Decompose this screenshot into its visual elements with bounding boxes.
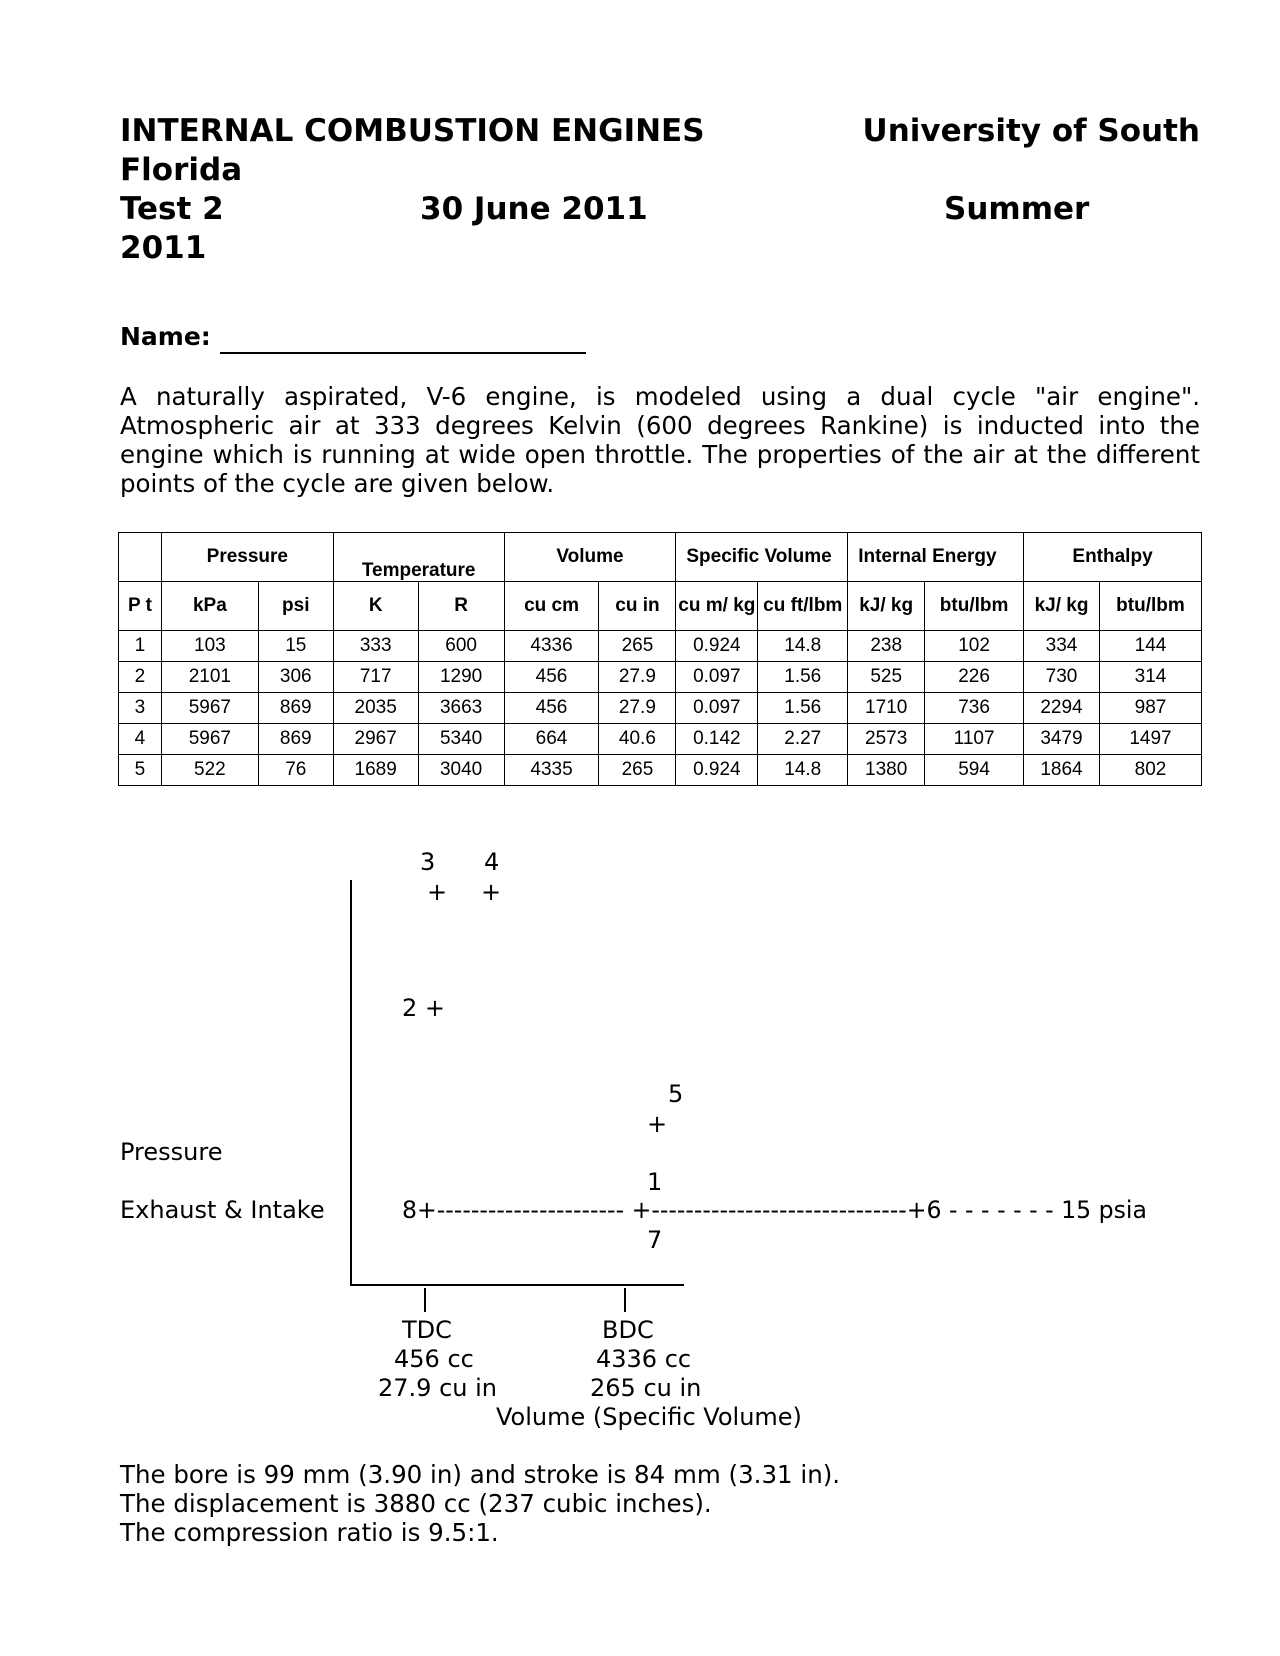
tdc-volume-cuin: 27.9 cu in	[378, 1374, 497, 1402]
col-group-specific-volume: Specific Volume	[676, 533, 848, 582]
col-cu-in: cu in	[599, 582, 676, 631]
engine-specs	[120, 1460, 840, 1547]
cell-kpa: 5967	[161, 724, 258, 755]
point-5-label: 5	[668, 1080, 684, 1108]
cell-cu-cm: 456	[504, 693, 599, 724]
cell-cuft-lbm: 14.8	[758, 755, 848, 786]
cell-u-btu-lbm: 226	[925, 662, 1024, 693]
col-group-pressure: Pressure	[161, 533, 333, 582]
col-group-volume: Volume	[504, 533, 676, 582]
cell-cu-cm: 664	[504, 724, 599, 755]
university-name: University of South	[862, 113, 1200, 149]
displacement-text: The displacement is 3880 cc (237 cubic inches).	[120, 1489, 712, 1518]
name-label: Name:	[120, 322, 211, 351]
cell-point: 3	[119, 693, 162, 724]
col-group-internal-energy: Internal Energy	[848, 533, 1024, 582]
col-kelvin: K	[333, 582, 418, 631]
cell-h-kj-kg: 3479	[1024, 724, 1100, 755]
cell-kelvin: 333	[333, 631, 418, 662]
cell-h-btu-lbm: 314	[1099, 662, 1201, 693]
bdc-volume-cuin: 265 cu in	[590, 1374, 702, 1402]
cell-psi: 76	[258, 755, 333, 786]
cell-cu-cm: 456	[504, 662, 599, 693]
problem-intro: A naturally aspirated, V-6 engine, is modeled using a dual cycle "air engine". Atmospheric air at 333 degrees Kelvin (600 degrees Rankine) is inducted into the engine which is running at wide open throttle. The properties of the air at the different points of the cycle are given below.	[120, 382, 1200, 498]
col-rankine: R	[418, 582, 504, 631]
cell-kelvin: 717	[333, 662, 418, 693]
intake-exhaust-line: 8+---------------------- +------------------------------+6 - - - - - - - 15 psia	[402, 1196, 1147, 1224]
cell-cu-in: 27.9	[599, 693, 676, 724]
cell-cuft-lbm: 1.56	[758, 693, 848, 724]
cell-kpa: 522	[161, 755, 258, 786]
point-3-label: 3	[420, 848, 436, 876]
cell-cu-in: 27.9	[599, 662, 676, 693]
bore-stroke-text: The bore is 99 mm (3.90 in) and stroke is 84 mm (3.31 in).	[120, 1460, 841, 1489]
cell-cum-kg: 0.142	[676, 724, 758, 755]
cell-psi: 15	[258, 631, 333, 662]
cell-cuft-lbm: 2.27	[758, 724, 848, 755]
point-2-marker: 2 +	[402, 994, 446, 1022]
cell-h-kj-kg: 334	[1024, 631, 1100, 662]
cell-rankine: 5340	[418, 724, 504, 755]
point-7-label: 7	[647, 1226, 663, 1254]
cell-cuft-lbm: 14.8	[758, 631, 848, 662]
cell-h-kj-kg: 1864	[1024, 755, 1100, 786]
cell-point: 5	[119, 755, 162, 786]
cell-psi: 869	[258, 693, 333, 724]
col-group-temperature: Temperature	[333, 533, 504, 582]
x-axis-label: Volume (Specific Volume)	[496, 1403, 802, 1431]
bdc-tick	[624, 1288, 626, 1312]
col-group-enthalpy: Enthalpy	[1024, 533, 1202, 582]
col-cu-cm: cu cm	[504, 582, 599, 631]
col-psi: psi	[258, 582, 333, 631]
bdc-volume-cc: 4336 cc	[596, 1345, 692, 1373]
cell-point: 4	[119, 724, 162, 755]
point-1-label: 1	[647, 1168, 663, 1196]
cell-u-btu-lbm: 594	[925, 755, 1024, 786]
bdc-label: BDC	[602, 1316, 654, 1344]
cell-cum-kg: 0.924	[676, 755, 758, 786]
col-cum-kg: cu m/ kg	[676, 582, 758, 631]
cell-u-kj-kg: 238	[848, 631, 925, 662]
cell-cu-cm: 4335	[504, 755, 599, 786]
cell-u-kj-kg: 1710	[848, 693, 925, 724]
col-kpa: kPa	[161, 582, 258, 631]
cell-point: 2	[119, 662, 162, 693]
tdc-volume-cc: 456 cc	[394, 1345, 474, 1373]
point-4-label: 4	[484, 848, 500, 876]
col-h-btu-lbm: btu/lbm	[1099, 582, 1201, 631]
cell-kpa: 103	[161, 631, 258, 662]
cell-rankine: 3663	[418, 693, 504, 724]
cell-u-btu-lbm: 102	[925, 631, 1024, 662]
cell-u-kj-kg: 1380	[848, 755, 925, 786]
cell-point: 1	[119, 631, 162, 662]
cell-kelvin: 2035	[333, 693, 418, 724]
term-label: Summer	[944, 191, 1090, 227]
x-axis-line	[350, 1284, 684, 1286]
course-title: INTERNAL COMBUSTION ENGINES	[120, 113, 705, 149]
cell-rankine: 3040	[418, 755, 504, 786]
cell-h-kj-kg: 2294	[1024, 693, 1100, 724]
cell-h-kj-kg: 730	[1024, 662, 1100, 693]
cell-rankine: 1290	[418, 662, 504, 693]
tdc-label: TDC	[402, 1316, 452, 1344]
cell-psi: 869	[258, 724, 333, 755]
cell-psi: 306	[258, 662, 333, 693]
test-date: 30 June 2011	[420, 191, 648, 227]
cell-h-btu-lbm: 144	[1099, 631, 1201, 662]
y-axis-label: Pressure	[120, 1138, 223, 1166]
cell-cu-in: 265	[599, 755, 676, 786]
cell-kpa: 2101	[161, 662, 258, 693]
cell-cu-in: 40.6	[599, 724, 676, 755]
y-axis-line	[350, 880, 352, 1286]
cell-kpa: 5967	[161, 693, 258, 724]
cell-cu-in: 265	[599, 631, 676, 662]
cell-u-kj-kg: 525	[848, 662, 925, 693]
point-5-marker: +	[647, 1110, 668, 1138]
cell-cum-kg: 0.097	[676, 662, 758, 693]
cell-u-kj-kg: 2573	[848, 724, 925, 755]
point-3-marker: +	[427, 878, 448, 906]
term-year: 2011	[120, 230, 207, 266]
university-name-cont: Florida	[120, 152, 243, 188]
cell-u-btu-lbm: 736	[925, 693, 1024, 724]
col-h-kj-kg: kJ/ kg	[1024, 582, 1100, 631]
point-4-marker: +	[481, 878, 502, 906]
col-u-kj-kg: kJ/ kg	[848, 582, 925, 631]
cell-kelvin: 2967	[333, 724, 418, 755]
test-label: Test 2	[120, 191, 224, 227]
cell-kelvin: 1689	[333, 755, 418, 786]
cell-cu-cm: 4336	[504, 631, 599, 662]
cell-h-btu-lbm: 987	[1099, 693, 1201, 724]
compression-ratio-text: The compression ratio is 9.5:1.	[120, 1518, 499, 1547]
cell-cum-kg: 0.097	[676, 693, 758, 724]
col-cuft-lbm: cu ft/lbm	[758, 582, 848, 631]
cell-h-btu-lbm: 1497	[1099, 724, 1201, 755]
col-u-btu-lbm: btu/lbm	[925, 582, 1024, 631]
tdc-tick	[424, 1288, 426, 1312]
cell-u-btu-lbm: 1107	[925, 724, 1024, 755]
col-point: P t	[119, 582, 162, 631]
cell-cum-kg: 0.924	[676, 631, 758, 662]
exhaust-intake-label: Exhaust & Intake	[120, 1196, 325, 1224]
cell-cuft-lbm: 1.56	[758, 662, 848, 693]
cell-h-btu-lbm: 802	[1099, 755, 1201, 786]
cell-rankine: 600	[418, 631, 504, 662]
